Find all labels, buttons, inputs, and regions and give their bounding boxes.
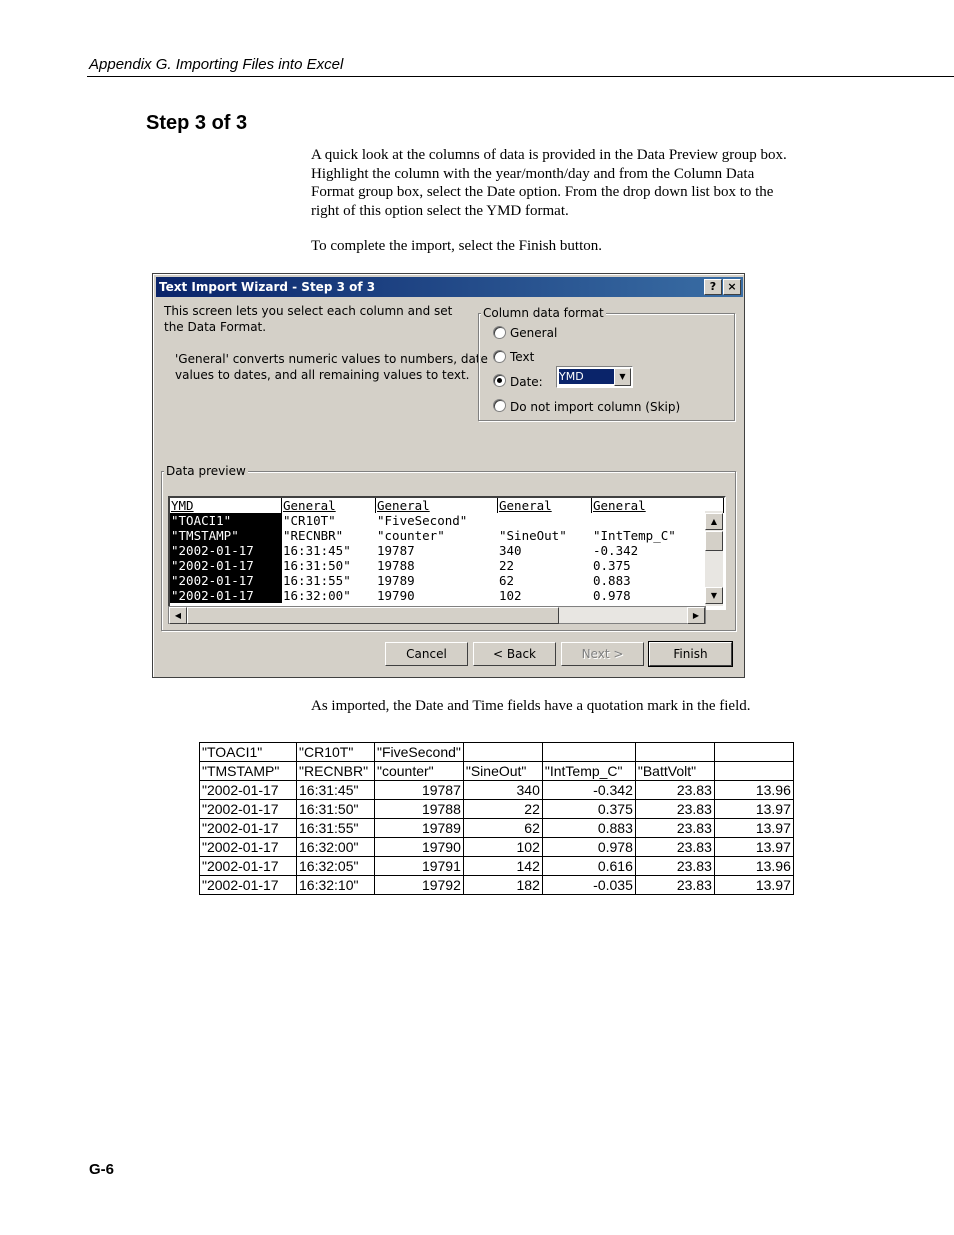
table-row bbox=[200, 857, 794, 876]
table-row bbox=[200, 781, 794, 800]
intro-line: right of this option select the YMD format. bbox=[311, 202, 569, 219]
preview-cell: 16:31:55" bbox=[283, 573, 351, 588]
table-cell: 13.97 bbox=[714, 819, 793, 838]
general-explanation-line: values to dates, and all remaining values to text. bbox=[175, 368, 470, 382]
text-import-wizard-dialog bbox=[152, 273, 745, 678]
preview-vertical-scrollbar[interactable] bbox=[705, 511, 723, 606]
preview-column-3[interactable] bbox=[376, 498, 498, 608]
scroll-thumb[interactable] bbox=[705, 531, 723, 551]
text-radio-label[interactable]: Text bbox=[510, 350, 535, 364]
skip-radio-label[interactable]: Do not import column (Skip) bbox=[510, 400, 681, 414]
table-cell: "2002-01-17 bbox=[200, 857, 297, 876]
table-cell bbox=[714, 743, 793, 762]
intro-text-line: This screen lets you select each column and set bbox=[164, 304, 453, 318]
intro-line: A quick look at the columns of data is provided in the Data Preview group box. bbox=[311, 147, 787, 163]
preview-column-header[interactable]: General bbox=[282, 498, 376, 513]
intro-line: Format group box, select the Date option. From the drop down list box to the bbox=[311, 184, 774, 200]
table-cell: 19788 bbox=[375, 800, 464, 819]
table-row bbox=[200, 838, 794, 857]
table-cell: 23.83 bbox=[635, 800, 714, 819]
preview-column-header[interactable]: General bbox=[376, 498, 498, 513]
table-row bbox=[200, 876, 794, 895]
preview-cell: 0.883 bbox=[593, 573, 631, 588]
preview-cell: 16:31:50" bbox=[283, 558, 351, 573]
table-cell: 0.883 bbox=[542, 819, 635, 838]
table-cell: 16:32:00" bbox=[297, 838, 375, 857]
table-cell: "TMSTAMP" bbox=[200, 762, 297, 781]
preview-cell: 22 bbox=[499, 558, 515, 573]
table-cell bbox=[635, 743, 714, 762]
table-cell: 19792 bbox=[375, 876, 464, 895]
table-cell: 23.83 bbox=[635, 838, 714, 857]
imported-data-table bbox=[199, 742, 794, 895]
table-cell: 0.616 bbox=[542, 857, 635, 876]
preview-column-ymd[interactable] bbox=[170, 498, 282, 608]
table-cell: 16:31:50" bbox=[297, 800, 375, 819]
table-cell: 0.375 bbox=[542, 800, 635, 819]
table-cell: 23.83 bbox=[635, 819, 714, 838]
page-number: G-6 bbox=[89, 1161, 115, 1178]
table-cell: 16:31:55" bbox=[297, 819, 375, 838]
table-row bbox=[200, 819, 794, 838]
table-cell: "BattVolt" bbox=[635, 762, 714, 781]
scroll-right-icon[interactable]: ▶ bbox=[687, 607, 705, 624]
back-button[interactable]: < Back bbox=[473, 642, 556, 666]
preview-cell bbox=[498, 513, 592, 528]
table-cell: "SineOut" bbox=[463, 762, 542, 781]
table-cell: 19790 bbox=[375, 838, 464, 857]
table-cell: 13.97 bbox=[714, 876, 793, 895]
preview-cell: "TOACI1" bbox=[170, 513, 282, 528]
preview-cell: 16:31:45" bbox=[283, 543, 351, 558]
column-data-format-label: Column data format bbox=[483, 306, 604, 320]
table-cell: 340 bbox=[463, 781, 542, 800]
table-cell: 62 bbox=[463, 819, 542, 838]
preview-column-header[interactable]: YMD bbox=[170, 498, 282, 513]
table-cell: "2002-01-17 bbox=[200, 819, 297, 838]
table-row bbox=[200, 762, 794, 781]
table-cell: "counter" bbox=[375, 762, 464, 781]
finish-paragraph: To complete the import, select the Finish button. bbox=[311, 238, 602, 254]
preview-cell: 102 bbox=[499, 588, 522, 603]
data-preview-grid[interactable] bbox=[168, 496, 726, 610]
preview-cell: "2002-01-17 bbox=[170, 543, 282, 558]
preview-cell: "CR10T" bbox=[283, 513, 336, 528]
intro-line: Highlight the column with the year/month/day and from the Column Data bbox=[311, 165, 755, 182]
date-format-dropdown[interactable] bbox=[556, 366, 633, 388]
preview-cell: 19787 bbox=[377, 543, 415, 558]
imported-note: As imported, the Date and Time fields have a quotation mark in the field. bbox=[311, 698, 751, 714]
table-cell: "IntTemp_C" bbox=[542, 762, 635, 781]
close-button[interactable]: × bbox=[723, 279, 741, 295]
table-cell: 13.97 bbox=[714, 838, 793, 857]
horizontal-scroll-thumb[interactable] bbox=[187, 607, 559, 624]
table-cell: 23.83 bbox=[635, 857, 714, 876]
dialog-titlebar bbox=[156, 277, 743, 297]
scroll-up-icon[interactable]: ▲ bbox=[705, 513, 723, 530]
table-cell: 23.83 bbox=[635, 876, 714, 895]
preview-column-header[interactable]: General bbox=[498, 498, 592, 513]
table-cell: 102 bbox=[463, 838, 542, 857]
preview-cell: 0.375 bbox=[593, 558, 631, 573]
intro-text bbox=[164, 303, 452, 335]
date-radio[interactable] bbox=[493, 374, 506, 387]
next-button[interactable]: Next > bbox=[561, 642, 644, 666]
general-radio-label[interactable]: General bbox=[510, 326, 558, 340]
preview-cell: "TMSTAMP" bbox=[170, 528, 282, 543]
table-cell: 16:32:10" bbox=[297, 876, 375, 895]
preview-cell: -0.342 bbox=[593, 543, 639, 558]
preview-cell: "counter" bbox=[377, 528, 445, 543]
date-radio-label[interactable]: Date: bbox=[510, 375, 543, 389]
table-cell: "2002-01-17 bbox=[200, 781, 297, 800]
table-cell: 23.83 bbox=[635, 781, 714, 800]
general-explanation bbox=[175, 351, 488, 383]
section-title: Step 3 of 3 bbox=[146, 112, 248, 134]
preview-cell: "RECNBR" bbox=[283, 528, 344, 543]
text-radio[interactable] bbox=[493, 350, 506, 363]
page-header: Appendix G. Importing Files into Excel bbox=[89, 56, 344, 73]
preview-cell: "IntTemp_C" bbox=[593, 528, 676, 543]
table-cell: 16:32:05" bbox=[297, 857, 375, 876]
table-cell: "RECNBR" bbox=[297, 762, 375, 781]
preview-cell: 19789 bbox=[377, 573, 415, 588]
table-cell: 19789 bbox=[375, 819, 464, 838]
table-cell: 182 bbox=[463, 876, 542, 895]
preview-cell: "2002-01-17 bbox=[170, 558, 282, 573]
preview-horizontal-scrollbar[interactable] bbox=[168, 606, 706, 624]
data-preview-label: Data preview bbox=[166, 464, 246, 478]
preview-cell: 19788 bbox=[377, 558, 415, 573]
scroll-down-icon[interactable]: ▼ bbox=[705, 587, 723, 604]
table-cell: 13.96 bbox=[714, 781, 793, 800]
preview-cell: 19790 bbox=[377, 588, 415, 603]
table-cell: -0.035 bbox=[542, 876, 635, 895]
date-format-value: YMD bbox=[559, 369, 614, 384]
preview-cell: "2002-01-17 bbox=[170, 588, 282, 603]
table-cell: "TOACI1" bbox=[200, 743, 297, 762]
table-cell: -0.342 bbox=[542, 781, 635, 800]
table-cell: 16:31:45" bbox=[297, 781, 375, 800]
table-cell: 19791 bbox=[375, 857, 464, 876]
intro-text-line: the Data Format. bbox=[164, 320, 267, 334]
scroll-left-icon[interactable]: ◀ bbox=[169, 607, 187, 624]
help-button[interactable]: ? bbox=[704, 279, 722, 295]
preview-cell: 16:32:00" bbox=[283, 588, 351, 603]
table-cell: 22 bbox=[463, 800, 542, 819]
table-cell bbox=[714, 762, 793, 781]
preview-column-header[interactable]: General bbox=[592, 498, 724, 513]
preview-column-4[interactable] bbox=[498, 498, 592, 608]
table-cell: 142 bbox=[463, 857, 542, 876]
table-cell bbox=[542, 743, 635, 762]
preview-cell: "FiveSecond" bbox=[377, 513, 468, 528]
table-cell: 13.96 bbox=[714, 857, 793, 876]
table-cell bbox=[463, 743, 542, 762]
finish-button[interactable]: Finish bbox=[649, 642, 732, 666]
general-radio[interactable] bbox=[493, 326, 506, 339]
skip-radio[interactable] bbox=[493, 399, 506, 412]
table-cell: "CR10T" bbox=[297, 743, 375, 762]
table-row bbox=[200, 743, 794, 762]
preview-cell: 62 bbox=[499, 573, 515, 588]
chevron-down-icon[interactable]: ▼ bbox=[614, 368, 631, 386]
preview-cell: 0.978 bbox=[593, 588, 631, 603]
table-cell: "FiveSecond" bbox=[375, 743, 464, 762]
intro-paragraph bbox=[311, 146, 821, 220]
table-cell: 19787 bbox=[375, 781, 464, 800]
preview-cell: 340 bbox=[499, 543, 522, 558]
table-cell: 13.97 bbox=[714, 800, 793, 819]
preview-column-2[interactable] bbox=[282, 498, 376, 608]
preview-cell: "SineOut" bbox=[499, 528, 567, 543]
table-cell: "2002-01-17 bbox=[200, 876, 297, 895]
preview-cell: "2002-01-17 bbox=[170, 573, 282, 588]
table-cell: 0.978 bbox=[542, 838, 635, 857]
table-row bbox=[200, 800, 794, 819]
cancel-button[interactable]: Cancel bbox=[385, 642, 468, 666]
header-rule bbox=[87, 76, 954, 77]
table-cell: "2002-01-17 bbox=[200, 800, 297, 819]
dialog-title: Text Import Wizard - Step 3 of 3 bbox=[159, 280, 376, 294]
general-explanation-line: 'General' converts numeric values to numbers, date bbox=[175, 352, 488, 366]
table-cell: "2002-01-17 bbox=[200, 838, 297, 857]
